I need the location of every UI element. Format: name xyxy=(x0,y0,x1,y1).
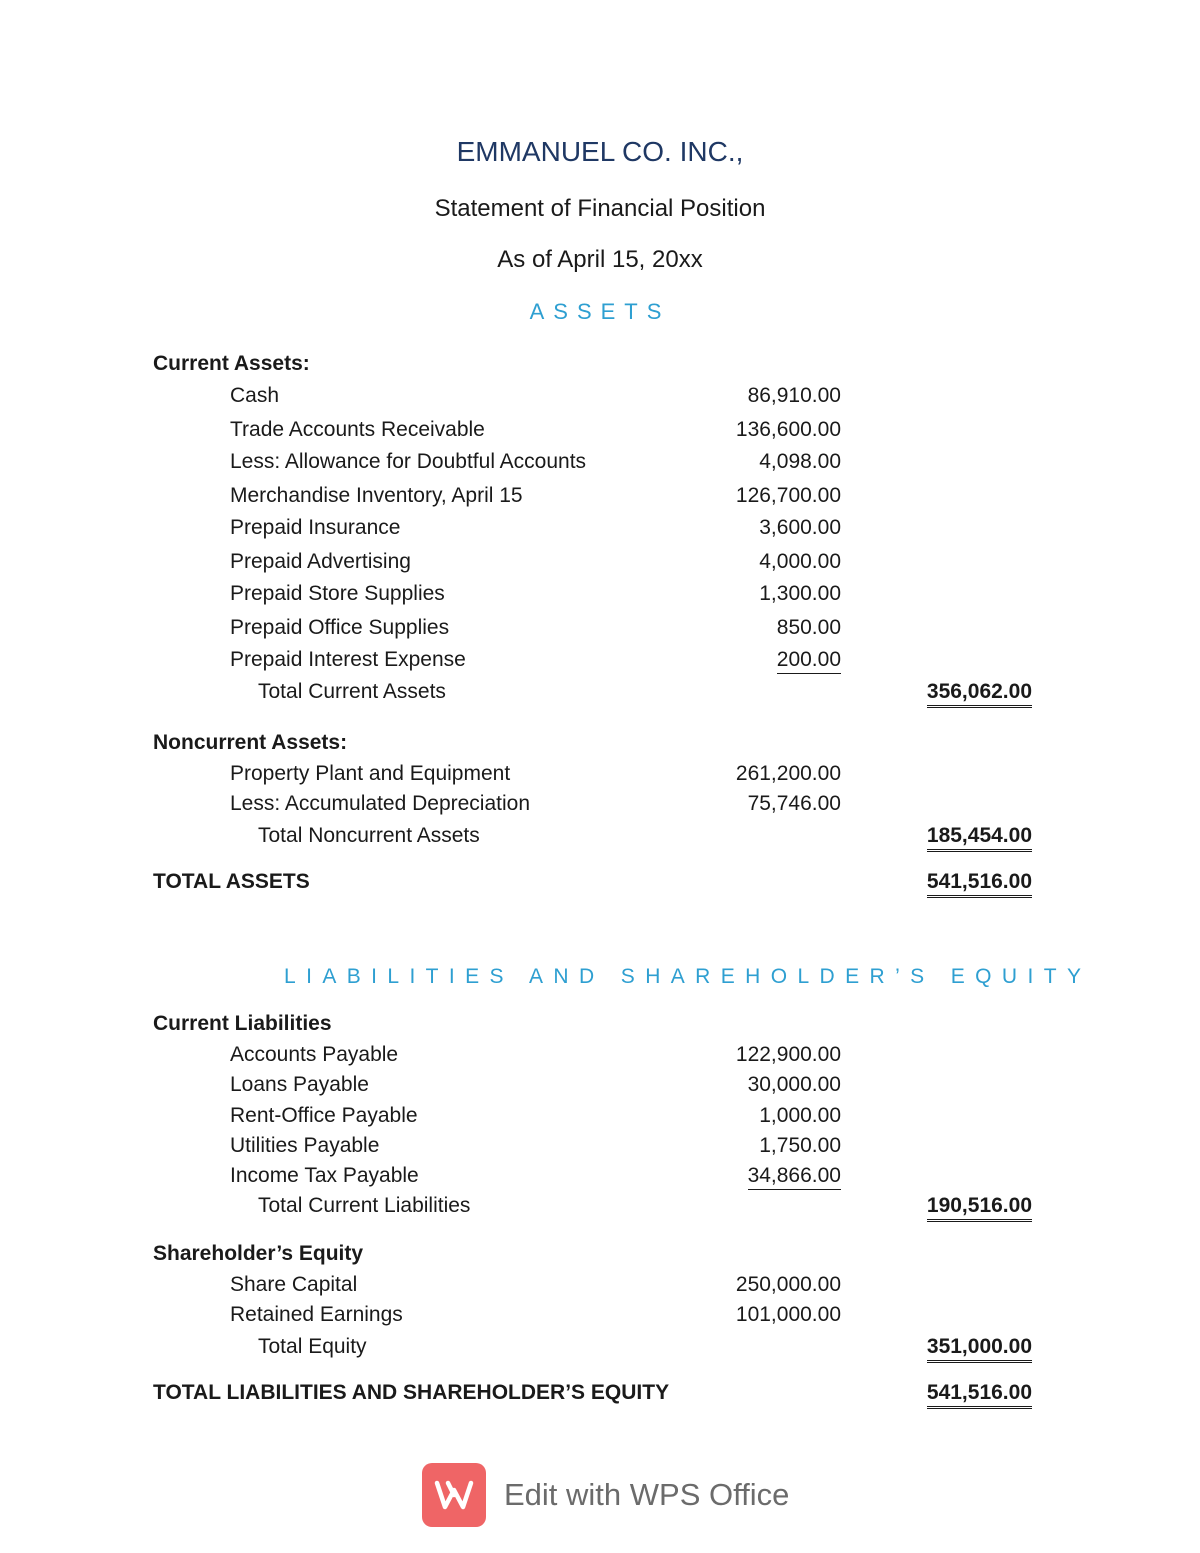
line-amount: 261,200.00 xyxy=(735,762,841,785)
line-label: Income Tax Payable xyxy=(230,1164,419,1187)
total-equity-row xyxy=(0,1334,1200,1364)
line-item xyxy=(0,449,1200,479)
line-label: Merchandise Inventory, April 15 xyxy=(230,484,523,507)
line-item xyxy=(0,615,1200,645)
line-item xyxy=(0,647,1200,677)
line-label: Less: Accumulated Depreciation xyxy=(230,792,530,815)
line-item xyxy=(0,761,1200,791)
statement-title: Statement of Financial Position xyxy=(434,195,766,222)
line-label: Accounts Payable xyxy=(230,1043,399,1066)
line-item xyxy=(0,549,1200,579)
grand-total-label: TOTAL ASSETS xyxy=(153,870,310,893)
line-amount: 30,000.00 xyxy=(747,1073,841,1096)
wps-w-glyph xyxy=(434,1479,474,1511)
wps-edit-banner[interactable] xyxy=(422,1463,789,1527)
line-label: Loans Payable xyxy=(230,1073,369,1096)
line-label: Prepaid Store Supplies xyxy=(230,582,445,605)
line-label: Prepaid Interest Expense xyxy=(230,648,466,671)
section-title: Noncurrent Assets: xyxy=(153,731,348,754)
total-amount: 356,062.00 xyxy=(927,679,1032,708)
current-liabilities-header xyxy=(0,1011,1200,1041)
total-label: Total Noncurrent Assets xyxy=(258,824,480,847)
line-label: Utilities Payable xyxy=(230,1134,380,1157)
line-label: Share Capital xyxy=(230,1273,358,1296)
line-amount: 34,866.00 xyxy=(748,1163,841,1190)
line-amount: 1,300.00 xyxy=(759,582,841,605)
line-item xyxy=(0,417,1200,447)
section-title: Shareholder’s Equity xyxy=(153,1242,364,1265)
grand-total-amount: 541,516.00 xyxy=(927,1380,1032,1409)
line-item xyxy=(0,1103,1200,1133)
line-item xyxy=(0,1072,1200,1102)
assets-heading: ASSETS xyxy=(529,299,671,324)
line-amount: 122,900.00 xyxy=(735,1043,841,1066)
equity-header xyxy=(0,1241,1200,1271)
line-item xyxy=(0,483,1200,513)
line-amount: 75,746.00 xyxy=(747,792,841,815)
line-amount: 126,700.00 xyxy=(735,484,841,507)
line-amount: 200.00 xyxy=(777,647,841,674)
line-label: Rent-Office Payable xyxy=(230,1104,418,1127)
total-current-liabilities-row xyxy=(0,1193,1200,1223)
section-title: Current Assets: xyxy=(153,352,310,375)
liabilities-heading: LIABILITIES AND SHAREHOLDER’S EQUITY xyxy=(284,965,1092,988)
total-label: Total Current Liabilities xyxy=(258,1194,471,1217)
line-amount: 1,750.00 xyxy=(759,1134,841,1157)
line-label: Retained Earnings xyxy=(230,1303,403,1326)
total-amount: 190,516.00 xyxy=(927,1193,1032,1222)
line-item xyxy=(0,1272,1200,1302)
line-label: Property Plant and Equipment xyxy=(230,762,511,785)
line-label: Trade Accounts Receivable xyxy=(230,418,485,441)
grand-total-label: TOTAL LIABILITIES AND SHAREHOLDER’S EQUITY xyxy=(153,1381,670,1404)
statement-date: As of April 15, 20xx xyxy=(497,246,703,273)
line-label: Less: Allowance for Doubtful Accounts xyxy=(230,450,587,473)
line-item xyxy=(0,1042,1200,1072)
total-amount: 351,000.00 xyxy=(927,1334,1032,1363)
line-amount: 4,000.00 xyxy=(759,550,841,573)
total-label: Total Current Assets xyxy=(258,680,446,703)
line-label: Cash xyxy=(230,384,280,407)
grand-total-amount: 541,516.00 xyxy=(927,869,1032,898)
section-title: Current Liabilities xyxy=(153,1012,332,1035)
company-name: EMMANUEL CO. INC., xyxy=(456,136,744,167)
line-amount: 101,000.00 xyxy=(735,1303,841,1326)
current-assets-header xyxy=(0,351,1200,381)
total-label: Total Equity xyxy=(258,1335,367,1358)
line-item xyxy=(0,383,1200,413)
line-amount: 1,000.00 xyxy=(759,1104,841,1127)
line-amount: 86,910.00 xyxy=(747,384,841,407)
line-label: Prepaid Insurance xyxy=(230,516,401,539)
line-amount: 250,000.00 xyxy=(735,1273,841,1296)
line-amount: 3,600.00 xyxy=(759,516,841,539)
wps-logo-icon[interactable] xyxy=(422,1463,486,1527)
line-item xyxy=(0,1302,1200,1332)
line-label: Prepaid Office Supplies xyxy=(230,616,450,639)
line-amount: 850.00 xyxy=(776,616,841,639)
total-amount: 185,454.00 xyxy=(927,823,1032,852)
total-noncurrent-assets-row xyxy=(0,823,1200,853)
total-current-assets-row xyxy=(0,679,1200,709)
line-amount: 4,098.00 xyxy=(759,450,841,473)
line-item xyxy=(0,1133,1200,1163)
noncurrent-assets-header xyxy=(0,730,1200,760)
line-label: Prepaid Advertising xyxy=(230,550,411,573)
wps-edit-text[interactable]: Edit with WPS Office xyxy=(504,1477,790,1512)
line-item xyxy=(0,791,1200,821)
line-item xyxy=(0,581,1200,611)
total-assets-row xyxy=(0,869,1200,899)
line-item xyxy=(0,515,1200,545)
line-item xyxy=(0,1163,1200,1193)
line-amount: 136,600.00 xyxy=(735,418,841,441)
total-liabilities-equity-row xyxy=(0,1380,1200,1410)
